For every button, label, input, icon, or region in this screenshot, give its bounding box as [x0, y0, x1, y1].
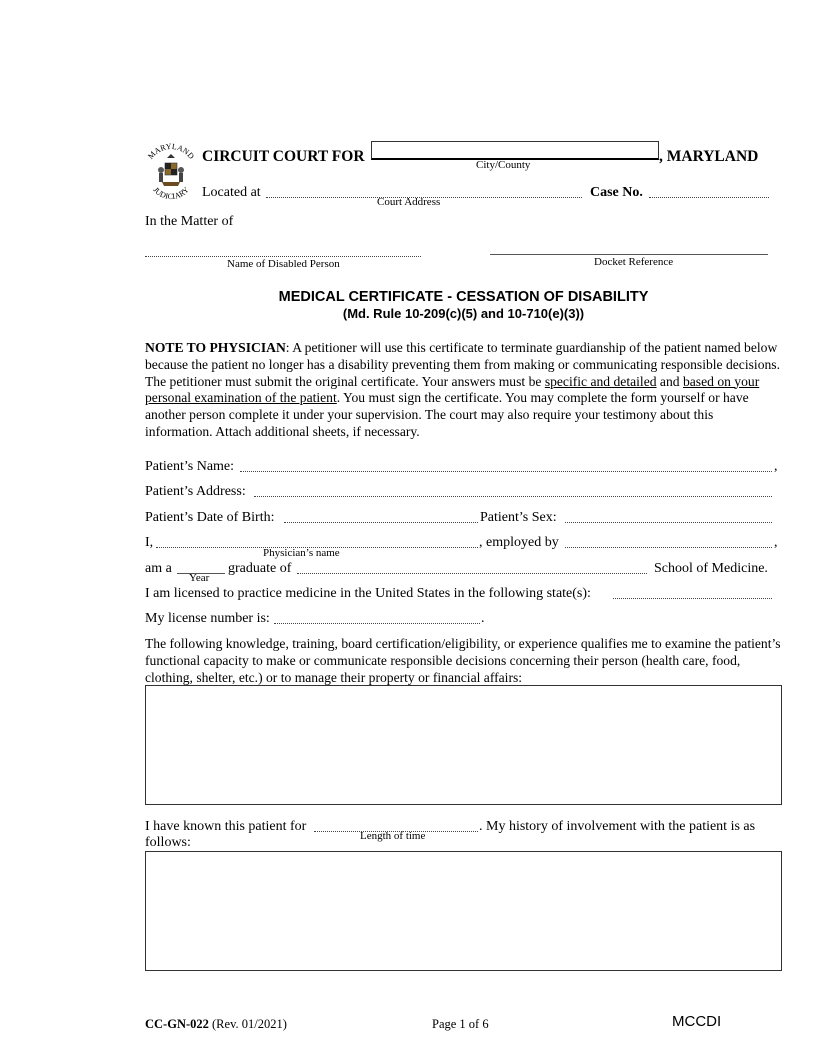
- state-label: , MARYLAND: [659, 148, 759, 165]
- note-text-3: . You must sign the certificate. You may complete the form yourself or have another person complete it under your supervision. The court may also require your testimony about this information. Attach additional sheets, if necessary.: [145, 390, 749, 439]
- patient-sex-field[interactable]: [565, 522, 772, 523]
- form-revision: (Rev. 01/2021): [208, 1017, 287, 1031]
- patient-dob-field[interactable]: [284, 522, 478, 523]
- patient-name-label: Patient’s Name:: [145, 459, 235, 474]
- note-text-1: : A petitioner will use this certificate to terminate guardianship of the patient named below because the patient no longer has a disability preventing them from making or communicating responsible decisions. The petitioner must submit the original certificate. Your answers must be: [145, 340, 780, 389]
- city-county-input[interactable]: [371, 141, 659, 160]
- note-underline-2: based on your personal examination of the patient: [145, 373, 760, 406]
- length-of-time-label: Length of time: [360, 830, 426, 842]
- am-a-label: am a: [145, 561, 172, 576]
- license-number-end: .: [481, 611, 485, 626]
- court-label: CIRCUIT COURT FOR: [202, 148, 365, 165]
- license-number-label: My license number is:: [145, 611, 270, 626]
- form-title: MEDICAL CERTIFICATE - CESSATION OF DISABILITY: [278, 289, 649, 305]
- footer-code: MCCDI: [672, 1013, 722, 1030]
- history-label: . My history of involvement with the patient is as: [479, 819, 756, 834]
- patient-address-field[interactable]: [254, 496, 772, 497]
- docket-reference-field[interactable]: [490, 254, 768, 255]
- i-label: I,: [145, 535, 154, 550]
- patient-name-field[interactable]: [240, 471, 772, 472]
- note-to-physician: [145, 340, 782, 441]
- physician-name-label: Physician’s name: [263, 547, 340, 559]
- follows-label: follows:: [145, 835, 191, 850]
- note-underline-1: specific and detailed: [544, 373, 657, 389]
- year-label: Year: [189, 572, 210, 584]
- footer-form-id: [145, 1017, 287, 1032]
- court-address-label: Court Address: [377, 196, 441, 208]
- qualifications-text: The following knowledge, training, board certification/eligibility, or experience qualifies me to examine the patient’s functional capacity to make or communicate responsible decisions concerning their person (health care, food, clothing, shelter, etc.) or to manage their property or financial affairs:: [145, 636, 781, 685]
- case-no-field[interactable]: [649, 197, 769, 198]
- note-heading: NOTE TO PHYSICIAN: [145, 340, 286, 355]
- docket-reference-label: Docket Reference: [594, 256, 674, 268]
- city-county-label: City/County: [476, 159, 531, 171]
- case-no-label: Case No.: [590, 185, 643, 200]
- employed-by-label: , employed by: [479, 535, 559, 550]
- seal-text-top: MARYLAND: [146, 141, 196, 161]
- svg-text:JUDICIARY: [151, 185, 191, 201]
- licensed-states-label: I am licensed to practice medicine in the United States in the following state(s):: [145, 586, 591, 601]
- form-subtitle: (Md. Rule 10-209(c)(5) and 10-710(e)(3)): [342, 306, 585, 321]
- patient-address-label: Patient’s Address:: [145, 484, 246, 499]
- employed-end: ,: [774, 535, 778, 550]
- qualifications-textarea[interactable]: [145, 685, 782, 805]
- footer-page-number: Page 1 of 6: [432, 1017, 489, 1031]
- form-id: CC-GN-022: [145, 1017, 209, 1031]
- in-the-matter-label: In the Matter of: [145, 214, 234, 229]
- patient-dob-label: Patient’s Date of Birth:: [145, 510, 275, 525]
- history-textarea[interactable]: [145, 851, 782, 971]
- disabled-person-label: Name of Disabled Person: [227, 258, 340, 270]
- seal-text-bottom: JUDICIARY: [151, 185, 191, 202]
- school-of-medicine-label: School of Medicine.: [654, 561, 768, 576]
- known-for-label: I have known this patient for: [145, 819, 307, 834]
- employer-field[interactable]: [565, 547, 772, 548]
- license-number-field[interactable]: [274, 623, 480, 624]
- licensed-states-field[interactable]: [613, 598, 772, 599]
- located-at-label: Located at: [202, 185, 261, 200]
- medical-school-field[interactable]: [297, 573, 647, 574]
- disabled-person-field[interactable]: [145, 256, 421, 257]
- patient-name-end: ,: [774, 459, 778, 474]
- maryland-judiciary-seal: [140, 140, 202, 206]
- graduate-of-label: graduate of: [228, 561, 292, 576]
- patient-sex-label: Patient’s Sex:: [480, 510, 557, 525]
- note-text-2: and: [656, 373, 683, 389]
- svg-text:MARYLAND: [146, 142, 196, 161]
